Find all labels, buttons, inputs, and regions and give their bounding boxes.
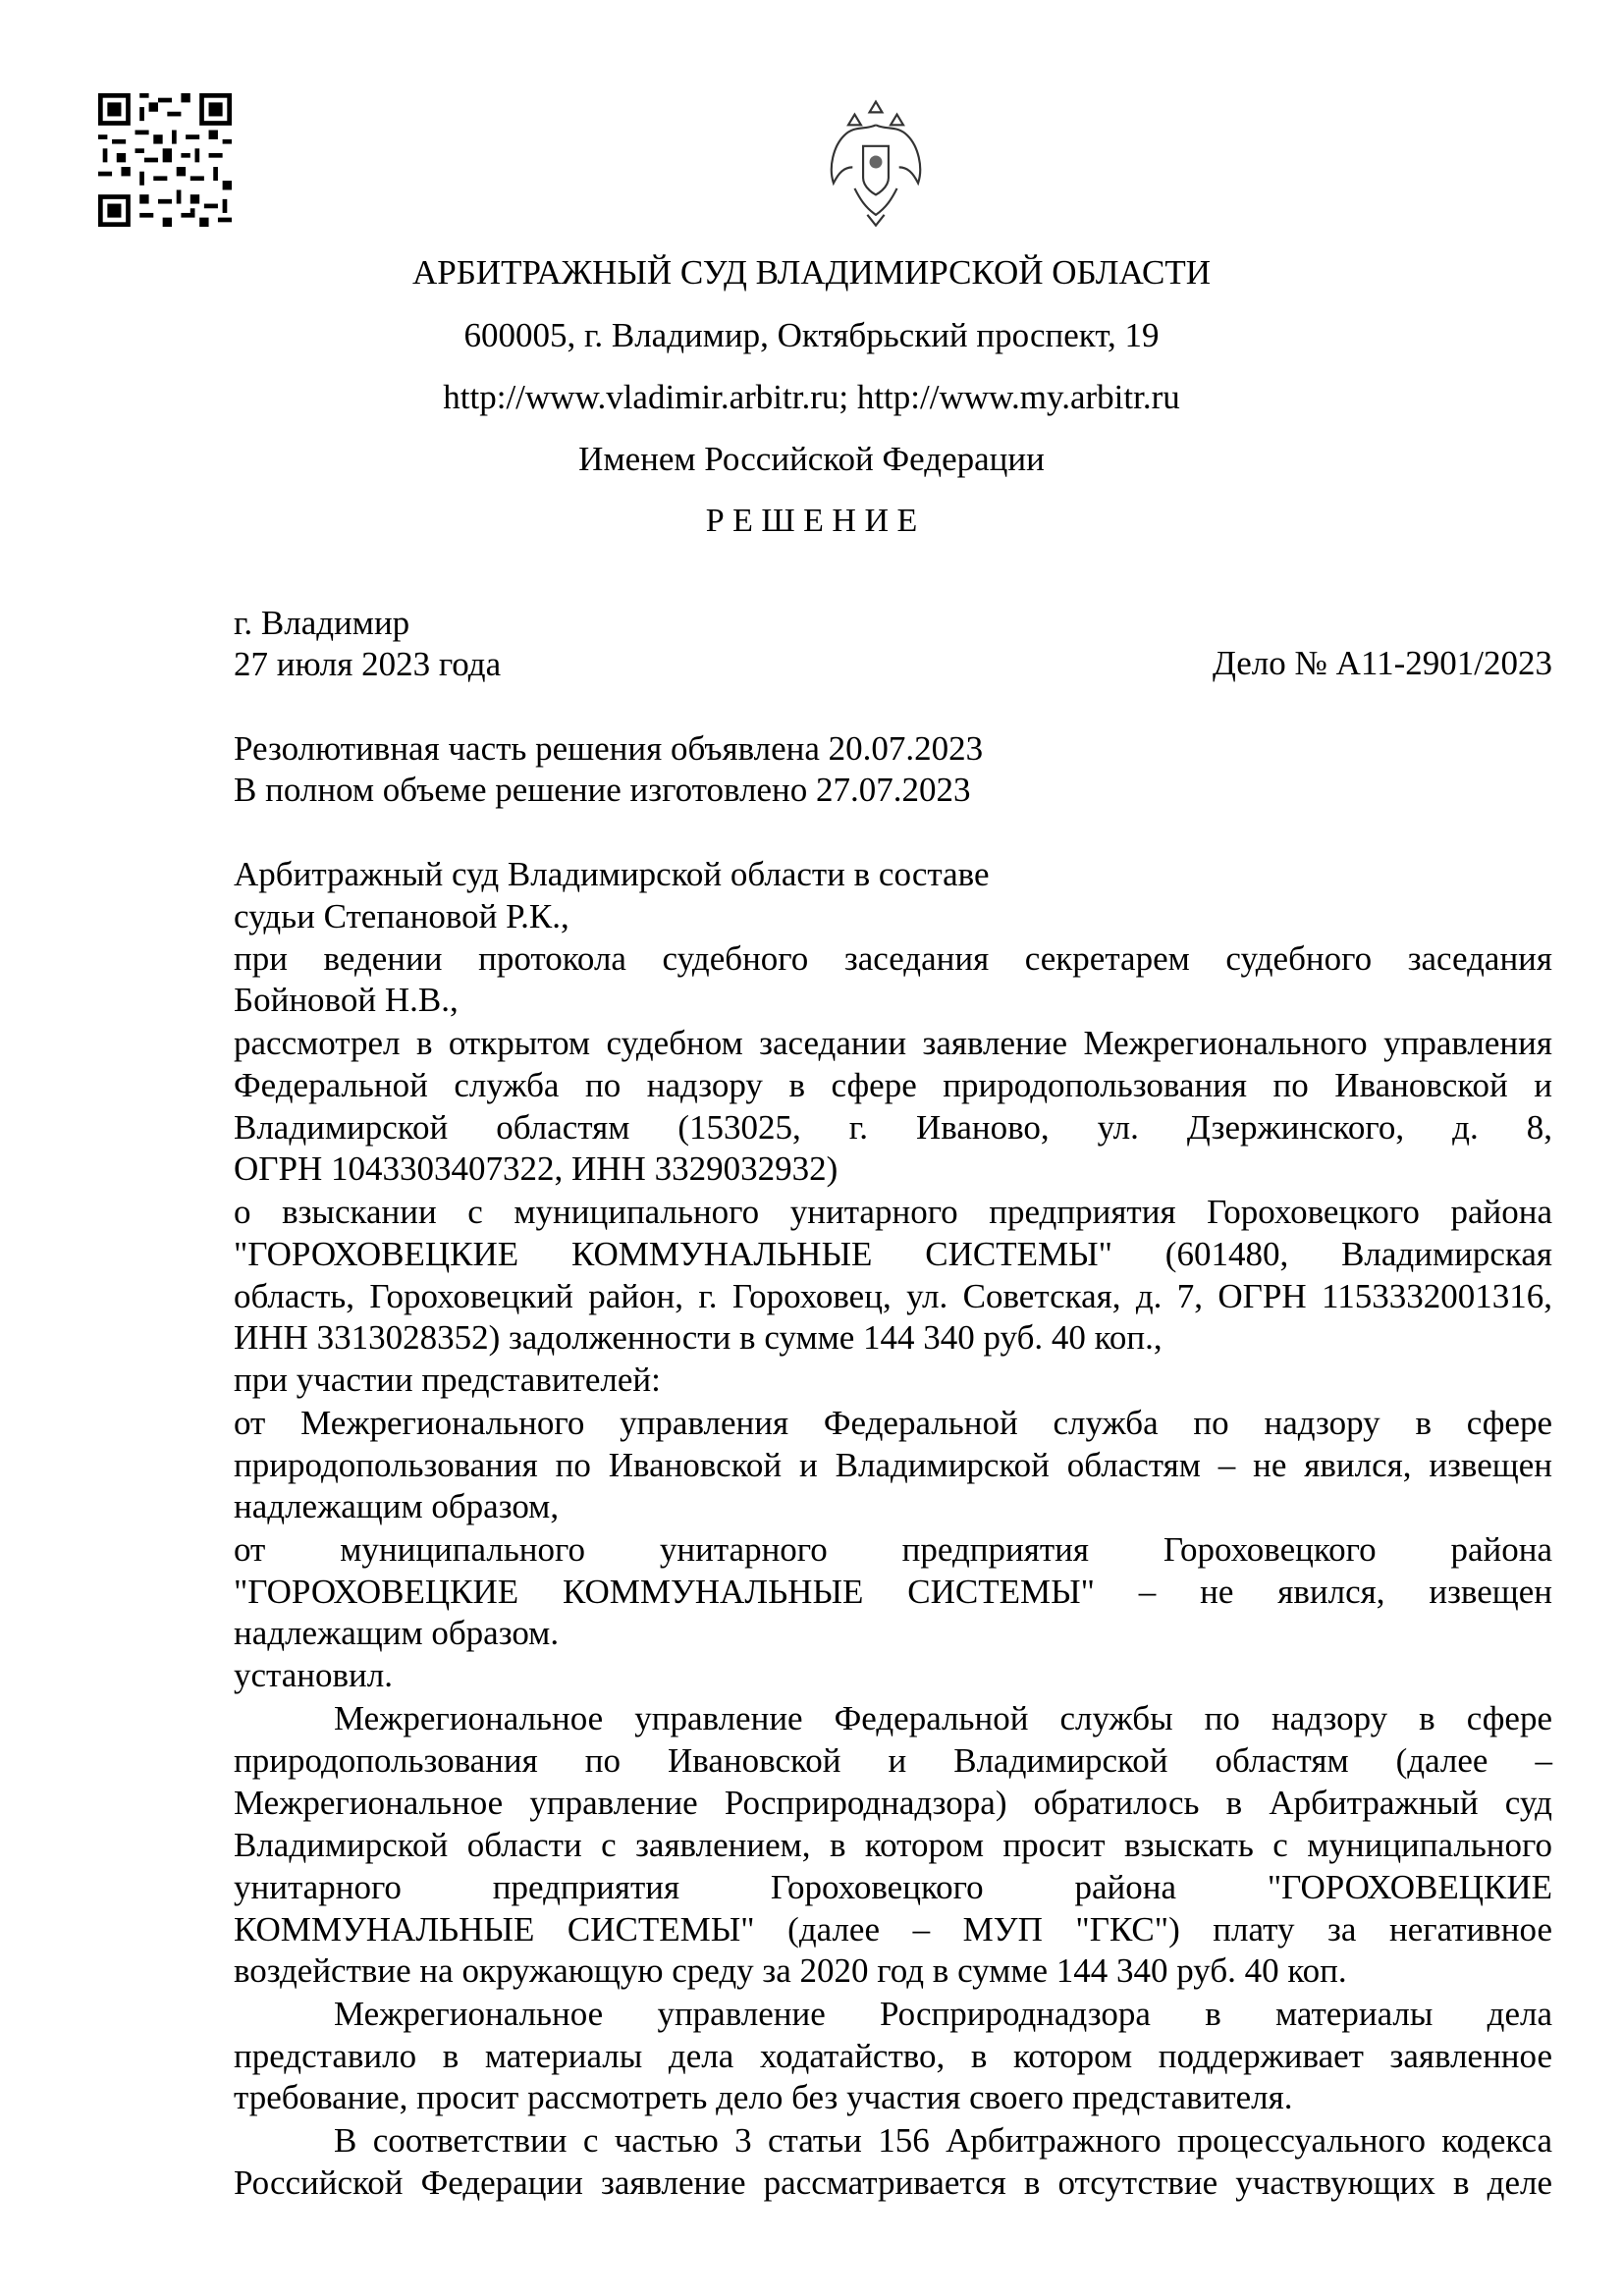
body-line: рассмотрел в открытом судебном заседании заявление Межрегионального управления [234,1024,1552,1062]
court-address: 600005, г. Владимир, Октябрьский проспект, 19 [463,316,1160,354]
body-line: Владимирской области с заявлением, в котором просит взыскать с муниципального [234,1826,1552,1864]
body-line: надлежащим образом, [234,1487,560,1525]
body-line: при участии представителей: [234,1361,661,1399]
document-type-title: Р Е Ш Е Н И Е [705,503,918,539]
body-line: надлежащим образом. [234,1614,560,1652]
body-line: воздействие на окружающую среду за 2020 год в сумме 144 340 руб. 40 коп. [234,1951,1347,1990]
body-line: установил. [234,1656,393,1694]
body-line: от Межрегионального управления Федеральной служба по надзору в сфере [234,1404,1552,1442]
body-line: Межрегиональное управление Федеральной службы по надзору в сфере [334,1699,1552,1737]
qr-code-icon [98,93,232,227]
body-line: Бойновой Н.В., [234,981,459,1019]
body-line: Российской Федерации заявление рассматривается в отсутствие участвующих в деле [234,2163,1552,2202]
body-line: судьи Степановой Р.К., [234,897,569,935]
body-line: от муниципального унитарного предприятия Гороховецкого района [234,1530,1552,1569]
court-name: АРБИТРАЖНЫЙ СУД ВЛАДИМИРСКОЙ ОБЛАСТИ [411,253,1212,292]
coat-of-arms-icon [823,93,929,231]
body-line: Арбитражный суд Владимирской области в составе [234,855,990,893]
body-line: "ГОРОХОВЕЦКИЕ КОММУНАЛЬНЫЕ СИСТЕМЫ" (601480, Владимирская [234,1235,1552,1273]
body-line: КОММУНАЛЬНЫЕ СИСТЕМЫ" (далее – МУП "ГКС") плату за негативное [234,1910,1552,1949]
body-line: область, Гороховецкий район, г. Гороховец, ул. Советская, д. 7, ОГРН 1153332001316, [234,1277,1552,1315]
body-line: о взыскании с муниципального унитарного предприятия Гороховецкого района [234,1193,1552,1231]
body-line: "ГОРОХОВЕЦКИЕ КОММУНАЛЬНЫЕ СИСТЕМЫ" – не явился, извещен [234,1573,1552,1611]
operative-part-date: Резолютивная часть решения объявлена 20.07.2023 [234,729,984,768]
body-line: Федеральной служба по надзору в сфере природопользования по Ивановской и [234,1066,1552,1104]
court-websites: http://www.vladimir.arbitr.ru; http://www.my.arbitr.ru [443,378,1180,416]
body-line: ОГРН 1043303407322, ИНН 3329032932) [234,1149,839,1188]
body-line: Межрегиональное управление Росприроднадзора) обратилось в Арбитражный суд [234,1784,1552,1822]
city: г. Владимир [234,604,410,642]
case-number: Дело № А11-2901/2023 [1212,644,1552,682]
body-line: природопользования по Ивановской и Владимирской областям – не явился, извещен [234,1446,1552,1484]
body-line: требование, просит рассмотреть дело без участия своего представителя. [234,2078,1293,2116]
body-line: Владимирской областям (153025, г. Иваново, ул. Дзержинского, д. 8, [234,1108,1552,1147]
body-line: при ведении протокола судебного заседания секретарем судебного заседания [234,939,1552,978]
body-line: представило в материалы дела ходатайство, в котором поддерживает заявленное [234,2037,1552,2075]
body-line: унитарного предприятия Гороховецкого района "ГОРОХОВЕЦКИЕ [234,1868,1552,1906]
in-name-of: Именем Российской Федерации [578,440,1045,478]
full-text-date: В полном объеме решение изготовлено 27.07.2023 [234,771,971,809]
decision-date: 27 июля 2023 года [234,645,502,683]
body-line: природопользования по Ивановской и Владимирской областям (далее – [234,1741,1552,1780]
body-line: Межрегиональное управление Росприроднадзора в материалы дела [334,1995,1552,2033]
body-line: ИНН 3313028352) задолженности в сумме 144 340 руб. 40 коп., [234,1318,1163,1357]
body-line: В соответствии с частью 3 статьи 156 Арбитражного процессуального кодекса [334,2121,1552,2160]
